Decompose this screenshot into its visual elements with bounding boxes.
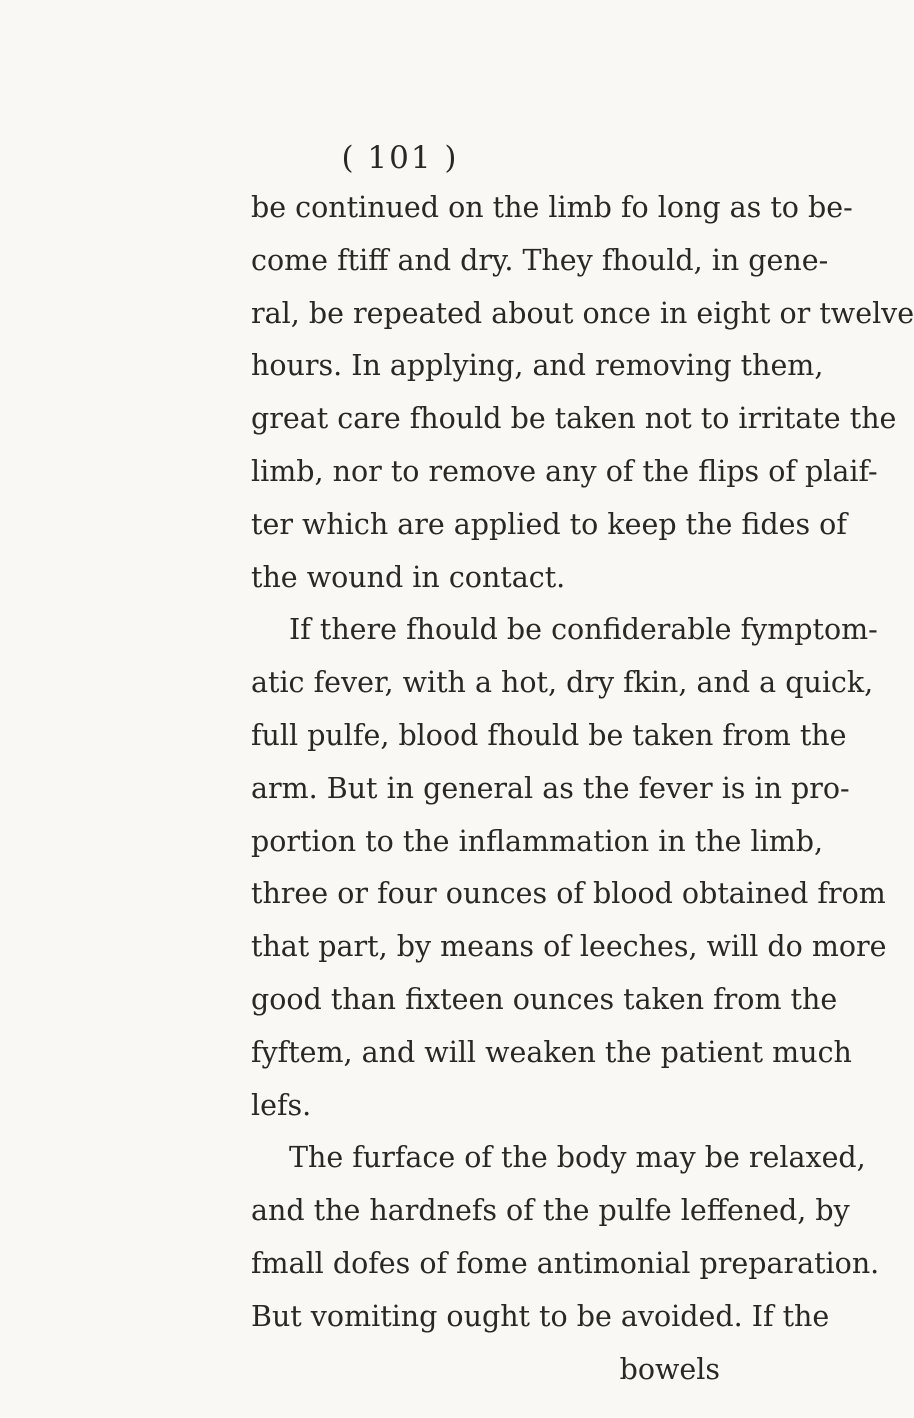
text-line: The furface of the body may be relaxed, (289, 1141, 866, 1175)
text-line: fmall dofes of fome antimonial preparation. (251, 1247, 880, 1280)
text-line: fyftem, and will weaken the patient much (251, 1035, 852, 1069)
text-line: lefs. (251, 1088, 312, 1122)
text-line: ter which are applied to keep the fides of (251, 507, 847, 541)
catchword: bowels (619, 1352, 720, 1386)
text-line: atic fever, with a hot, dry fkin, and a quick, (251, 666, 874, 700)
text-line: great care fhould be taken not to irritate the (251, 402, 897, 436)
text-line: be continued on the limb fo long as to be- (251, 191, 853, 224)
text-line: full pulfe, blood fhould be taken from the (251, 719, 847, 752)
text-line: the wound in contact. (251, 560, 566, 594)
text-line: hours. In applying, and removing them, (251, 349, 824, 383)
text-line: limb, nor to remove any of the flips of plaif- (251, 455, 878, 488)
page-number: ( 101 ) (341, 140, 459, 176)
text-line: that part, by means of leeches, will do more (251, 930, 887, 964)
text-line: But vomiting ought to be avoided. If the (251, 1299, 830, 1333)
text-line: and the hardnefs of the pulfe leffened, by (251, 1194, 850, 1228)
text-line: good than fixteen ounces taken from the (251, 983, 838, 1016)
text-line: portion to the inflammation in the limb, (251, 824, 824, 858)
text-line: three or four ounces of blood obtained from (251, 877, 886, 911)
text-line: ral, be repeated about once in eight or twelve (251, 296, 914, 330)
text-line: If there fhould be confiderable fymptom- (289, 613, 878, 647)
text-line: come ftiff and dry. They fhould, in gene- (251, 243, 829, 277)
text-line: arm. But in general as the fever is in pro- (251, 771, 850, 805)
